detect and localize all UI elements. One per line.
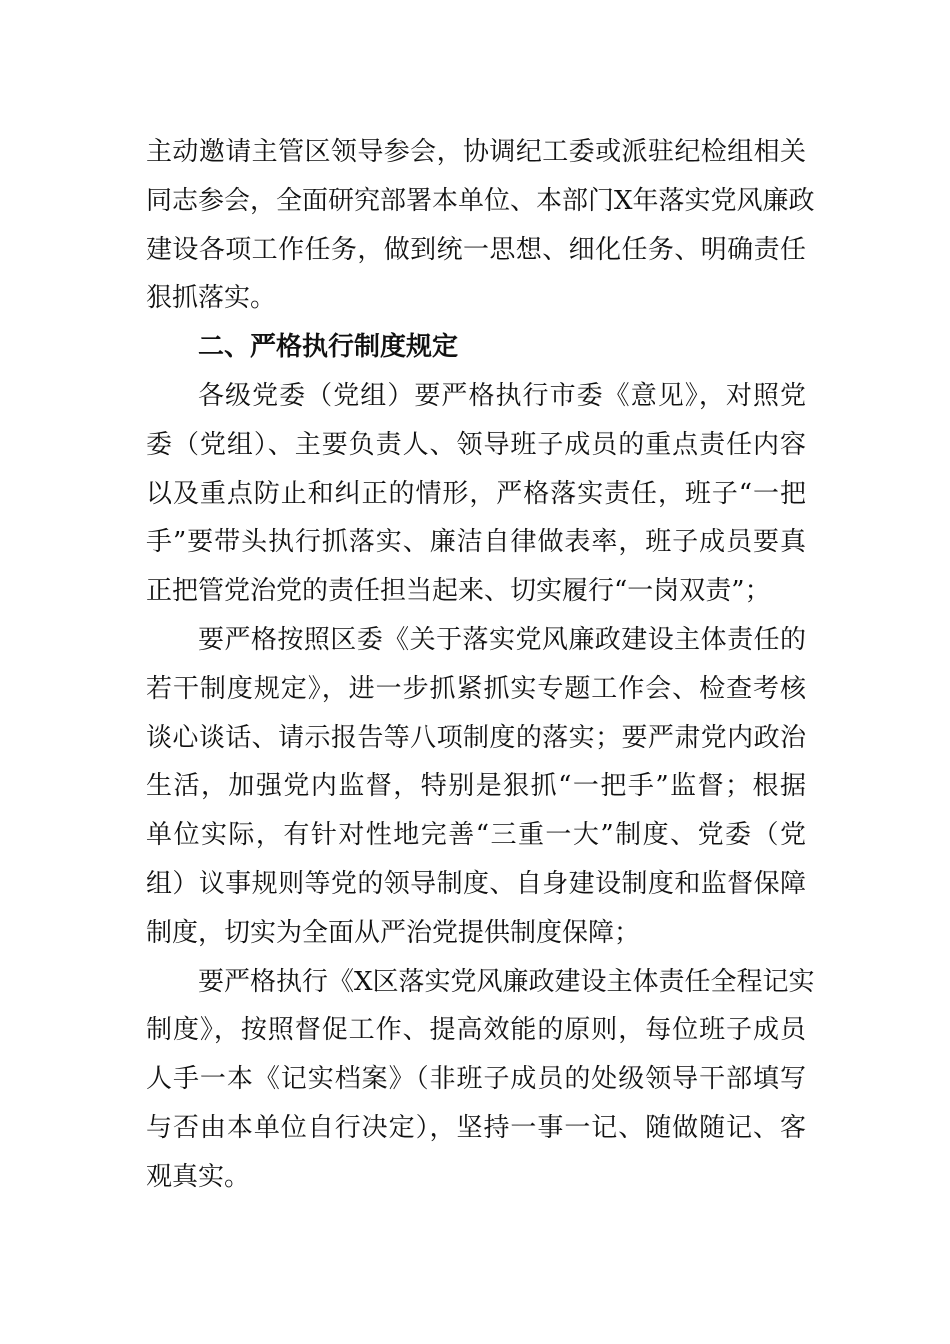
paragraph-3-line-7: 制度，切实为全面从严治党提供制度保障； — [146, 917, 641, 948]
paragraph-1-line-3: 建设各项工作任务，做到统一思想、细化任务、明确责任 — [146, 234, 806, 265]
paragraph-2-line-3: 以及重点防止和纠正的情形，严格落实责任，班子“一把 — [146, 478, 806, 509]
paragraph-4-line-2: 制度》，按照督促工作、提高效能的原则，每位班子成员 — [146, 1015, 806, 1046]
paragraph-3-line-2: 若干制度规定》，进一步抓紧抓实专题工作会、检查考核 — [146, 673, 806, 704]
paragraph-4-line-1: 要严格执行《X区落实党风廉政建设主体责任全程记实 — [198, 966, 815, 997]
paragraph-4-line-3: 人手一本《记实档案》（非班子成员的处级领导干部填写 — [146, 1064, 806, 1095]
paragraph-3-line-1: 要严格按照区委《关于落实党风廉政建设主体责任的 — [198, 624, 806, 655]
paragraph-2-line-2: 委（党组）、主要负责人、领导班子成员的重点责任内容 — [146, 429, 806, 460]
paragraph-3-line-3: 谈心谈话、请示报告等八项制度的落实；要严肃党内政治 — [146, 722, 806, 753]
paragraph-2-line-5: 正把管党治党的责任担当起来、切实履行“一岗双责”； — [146, 576, 771, 607]
paragraph-1-line-4: 狠抓落实。 — [146, 283, 277, 314]
paragraph-3-line-6: 组）议事规则等党的领导制度、自身建设制度和监督保障 — [146, 868, 806, 899]
paragraph-1-line-1: 主动邀请主管区领导参会，协调纪工委或派驻纪检组相关 — [146, 137, 806, 167]
paragraph-4-line-4: 与否由本单位自行决定），坚持一事一记、随做随记、客 — [146, 1112, 806, 1143]
paragraph-2-line-1: 各级党委（党组）要严格执行市委《意见》，对照党 — [198, 380, 806, 411]
paragraph-3-line-4: 生活，加强党内监督，特别是狠抓“一把手”监督；根据 — [146, 771, 806, 802]
paragraph-3-line-5: 单位实际，有针对性地完善“三重一大”制度、党委（党 — [146, 820, 806, 851]
section-heading: 二、严格执行制度规定 — [198, 332, 459, 363]
paragraph-2-line-4: 手”要带头执行抓落实、廉洁自律做表率，班子成员要真 — [146, 527, 806, 558]
paragraph-1-line-2: 同志参会，全面研究部署本单位、本部门X年落实党风廉政 — [146, 185, 815, 216]
document-body — [146, 128, 815, 1202]
paragraph-4-line-5: 观真实。 — [146, 1161, 251, 1192]
